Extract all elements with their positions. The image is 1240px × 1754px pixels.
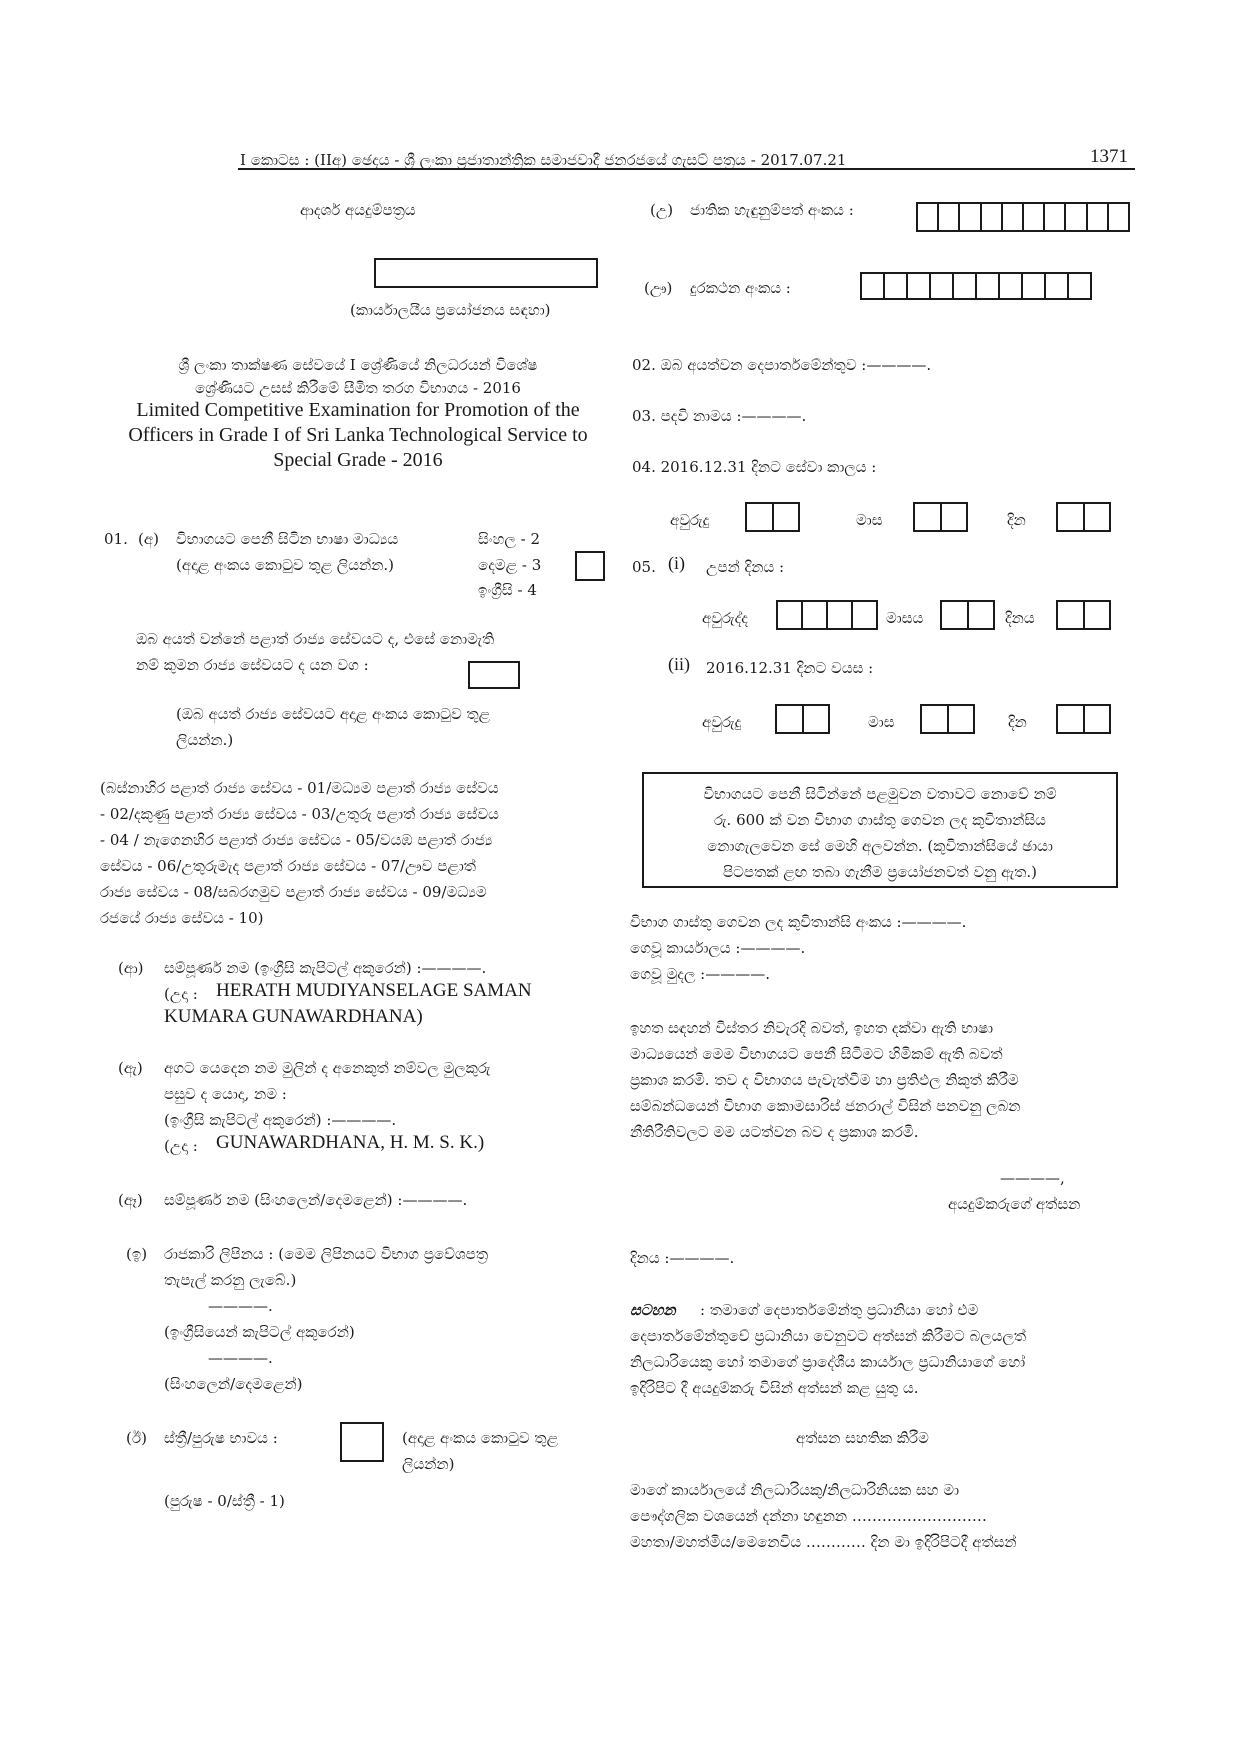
service-question-line-2: නම් කුමන රාජ්‍ය සේවයට ද යන වග :: [136, 656, 369, 674]
qb-marker: (ආ): [118, 959, 144, 977]
qd-marker: (ඈ): [118, 1191, 143, 1209]
signature-line: ————,: [1000, 1169, 1065, 1187]
age-days-cells[interactable]: [1056, 704, 1111, 734]
q05-ii-text: 2016.12.31 දිනට වයස :: [706, 659, 874, 677]
service-list-line-1: (බස්නාහිර පළාත් රාජ්‍ය සේවය - 01/මධ්‍යම පළාත් රාජ්‍ය සේවය: [100, 779, 499, 797]
qe-marker: (ඉ): [126, 1245, 148, 1263]
qc-example: GUNAWARDHANA, H. M. S. K.): [216, 1132, 485, 1153]
qc-text-line-1: අගට යෙදෙන නම මුලින් ද අනෙකුත් නම්වල මුලකුරු: [164, 1059, 491, 1077]
qc-text-line-3: (ඉංග්‍රීසි කැපිටල් අකුරෙන්) :————.: [164, 1111, 397, 1129]
lang-english: ඉංග්‍රීසි - 4: [478, 581, 537, 599]
age-months-label: මාස: [868, 713, 895, 731]
qe-blank-1: ————.: [208, 1297, 273, 1315]
service-years-cells[interactable]: [745, 502, 800, 532]
phone-number-cells[interactable]: [860, 272, 1092, 300]
note-line-1: : තමාගේ දෙපාර්තමේන්තු ප්‍රධානියා හෝ එම: [700, 1301, 979, 1319]
service-list-line-3: - 04 / නැගෙනහිර පළාත් රාජ්‍ය සේවය - 05/වයඹ පළාත් රාජ්‍ය: [100, 831, 493, 849]
lang-sinhala: සිංහල - 2: [478, 530, 540, 548]
birth-day-label: දිනය: [1005, 609, 1035, 627]
birth-year-label: අවුරුද්ද: [702, 609, 748, 627]
qd-text: සම්පූර්ණ නම (සිංහලෙන්/දෙමළෙන්) :————.: [164, 1191, 468, 1209]
birth-year-cells[interactable]: [776, 600, 878, 630]
service-months-label: මාස: [856, 511, 883, 529]
q05-i-text: උපන් දිනය :: [706, 558, 784, 576]
note-line-3: නිලධාරියෙකු හෝ තමාගේ ප්‍රාදේශීය කාර්යාල ප්‍රධානියාගේ හෝ: [630, 1353, 1026, 1371]
service-note-line-2: ලියන්න.): [176, 731, 234, 749]
declaration-line-4: සම්බන්ධයෙන් විභාග කොමසාරිස් ජනරාල් විසින් පනවනු ලබන: [630, 1097, 1021, 1115]
service-question-line-1: ඔබ අයත් වන්නේ පළාත් රාජ්‍ය සේවයට ද, එසේ නොමැති: [136, 630, 495, 648]
title-english-line-2: Officers in Grade I of Sri Lanka Technological Service to: [128, 424, 588, 446]
q05-i-marker: (i): [668, 553, 685, 573]
office-use-box: [374, 258, 598, 288]
birth-day-cells[interactable]: [1056, 600, 1111, 630]
q05-number: 05.: [632, 558, 656, 576]
qc-text-line-2: පසුව ද යොදා, නම :: [164, 1085, 287, 1103]
language-code-box[interactable]: [575, 551, 605, 581]
declaration-line-3: ප්‍රකාශ කරමි. තව ද විභාගය පැවැත්වීම හා ප්‍රතිඵල නිකුත් කිරීම: [630, 1071, 1019, 1089]
birth-month-cells[interactable]: [940, 600, 995, 630]
qc-marker: (ඇ): [118, 1059, 143, 1077]
qf-note-line-1: (අදාළ අංකය කොටුව තුළ: [402, 1429, 559, 1447]
title-english-line-1: Limited Competitive Examination for Promotion of the: [136, 399, 580, 421]
service-days-label: දින: [1007, 511, 1026, 529]
qe-english-label: (ඉංග්‍රීසියෙන් කැපිටල් අකුරෙන්): [164, 1323, 355, 1341]
q02-department: 02. ඔබ අයත්වන දෙපාර්තමේන්තුව :————.: [632, 356, 932, 374]
notice-line-4: පිටපතක් ළඟ තබා ගැනීම ප්‍රයෝජනවත් වනු ඇත.): [722, 863, 1037, 881]
age-years-cells[interactable]: [775, 704, 830, 734]
service-list-line-2: - 02/දකුණු පළාත් රාජ්‍ය සේවය - 03/උතුරු පළාත් රාජ්‍ය සේවය: [100, 805, 499, 823]
qe-text-line-2: තැපැල් කරනු ලැබේ.): [164, 1271, 297, 1289]
service-list-line-5: රාජ්‍ය සේවය - 08/සබරගමුව පළාත් රාජ්‍ය සේවය - 09/මධ්‍යම: [100, 883, 487, 901]
qe-sinhala-label: (සිංහලෙන්/දෙමළෙන්): [164, 1375, 303, 1393]
notice-line-3: නොගැලවෙන සේ මෙහි අලවන්න. (කුවිතාන්සියේ ඡායා: [707, 837, 1053, 855]
title-sinhala-line-1: ශ්‍රී ලංකා තාක්ෂණ සේවයේ I ශ්‍රේණියේ නිලධරයන් විශේෂ: [178, 356, 538, 374]
form-heading: ආදර්ශ අයදුම්පත්‍රය: [300, 201, 416, 219]
qf-codes: (පුරුෂ - 0/ස්ත්‍රී - 1): [164, 1492, 285, 1510]
qb-example-line-1: HERATH MUDIYANSELAGE SAMAN: [216, 980, 532, 1001]
age-months-cells[interactable]: [920, 704, 975, 734]
gender-code-box[interactable]: [340, 1422, 384, 1462]
title-sinhala-line-2: ශ්‍රේණියට උසස් කිරීමේ සීමිත තරග විභාගය - 2016: [195, 379, 521, 397]
qg-text: ජාතික හැඳුනුම්පත් අංකය :: [690, 201, 854, 219]
age-days-label: දින: [1008, 713, 1027, 731]
qh-marker: (ඌ): [644, 279, 673, 297]
q03-designation: 03. පදවි නාමය :————.: [632, 407, 807, 425]
q01a-text: විභාගයට පෙනී සිටින භාෂා මාධ්‍යය: [176, 530, 399, 548]
note-line-2: දෙපාර්තමේන්තුවේ ප්‍රධානියා වෙනුවට අත්සන් කිරීමට බලයලත්: [630, 1327, 1027, 1345]
receipt-number: විභාග ගාස්තු ගෙවන ලද කුවිතාන්සි අංකය :————.: [630, 913, 967, 931]
qf-text: ස්ත්‍රී/පුරුෂ භාවය :: [164, 1429, 278, 1447]
q05-ii-marker: (ii): [668, 654, 690, 674]
note-line-4: ඉදිරිපිට දී අයදුම්කරු විසින් අත්සන් කළ යුතු ය.: [630, 1379, 919, 1397]
qf-marker: (ඊ): [126, 1429, 147, 1447]
note-label: සටහන: [630, 1301, 676, 1319]
office-use-label: (කාර්යාලයීය ප්‍රයෝජනය සඳහා): [350, 301, 551, 319]
declaration-line-5: නීතිරීතිවලට මම යටත්වන බව ද ප්‍රකාශ කරමි.: [630, 1123, 919, 1141]
q01-number: 01.: [104, 530, 128, 548]
applicant-signature-label: අයදුම්කරුගේ අත්සන: [948, 1195, 1081, 1213]
attestation-line-2: පෞද්ගලික වශයෙන් දන්නා හඳුනන ………………………: [630, 1507, 987, 1525]
attestation-title: අත්සන සහතික කිරීම: [796, 1429, 929, 1447]
birth-month-label: මාසය: [886, 609, 924, 627]
age-years-label: අවුරුදු: [702, 713, 742, 731]
paid-office: ගෙවූ කාර්යාලය :————.: [630, 939, 806, 957]
lang-tamil: දෙමළ - 3: [478, 556, 542, 574]
header-rule: [238, 168, 1135, 170]
service-months-cells[interactable]: [913, 502, 968, 532]
receipt-notice-box: [642, 772, 1118, 888]
qb-example-prefix: (උදා :: [164, 985, 198, 1003]
page-number: 1371: [1090, 146, 1128, 167]
notice-line-1: විභාගයට පෙනී සිටින්නේ පළමුවන වතාවට නොවේ නම්: [703, 785, 1057, 803]
gazette-header: I කොටස : (IIඅ) ඡෙදය - ශ්‍රී ලංකා ප්‍රජාතාන්ත්‍රික සමාජවාදී ජනරජයේ ගැසට් පත්‍රය - 2017.07.21: [240, 151, 847, 169]
qf-note-line-2: ලියන්න): [402, 1455, 455, 1473]
qe-text-line-1: රාජකාරි ලිපිනය : (මෙම ලිපිනයට විභාග ප්‍රවේශපත්‍ර: [164, 1245, 489, 1263]
qh-text: දුරකථන අංකය :: [690, 279, 791, 297]
notice-line-2: රු. 600 ක් වන විභාග ගාස්තු ගෙවන ලද කුවිතාන්සිය: [714, 811, 1046, 829]
date-line: දිනය :————.: [630, 1249, 735, 1267]
service-code-box[interactable]: [468, 661, 520, 689]
qg-marker: (උ): [650, 201, 674, 219]
service-days-cells[interactable]: [1056, 502, 1111, 532]
qc-example-prefix: (උදා :: [164, 1137, 198, 1155]
service-list-line-6: රජයේ රාජ්‍ය සේවය - 10): [100, 909, 264, 927]
nic-number-cells[interactable]: [916, 202, 1130, 232]
attestation-line-3: මහතා/මහත්මිය/මෙනෙවිය ………… දින මා ඉදිරිපිටදී අත්සන්: [630, 1533, 1017, 1551]
q04-service-period: 04. 2016.12.31 දිනට සේවා කාලය :: [632, 458, 877, 476]
qb-text: සම්පූර්ණ නම (ඉංග්‍රීසි කැපිටල් අකුරෙන්) :————.: [164, 959, 487, 977]
declaration-line-1: ඉහත සඳහන් විස්තර නිවැරදි බවත්, ඉහත දක්වා ඇති භාෂා: [630, 1019, 994, 1037]
qe-blank-2: ————.: [208, 1349, 273, 1367]
attestation-line-1: මාගේ කාර්යාලයේ නිලධාරියකු/නිලධාරිනියක සහ මා: [630, 1481, 960, 1499]
title-english-line-3: Special Grade - 2016: [273, 449, 443, 471]
declaration-line-2: මාධ්‍යයෙන් මෙම විභාගයට පෙනී සිටීමට හිමිකම් ඇති බවත්: [630, 1045, 1003, 1063]
service-note-line-1: (ඔබ අයත් රාජ්‍ය සේවයට අදාළ අංකය කොටුව තුළ: [176, 705, 491, 723]
paid-amount: ගෙවූ මුදල :————.: [630, 965, 770, 983]
service-list-line-4: සේවය - 06/උතුරුමැද පළාත් රාජ්‍ය සේවය - 07/ඌව පළාත්: [100, 857, 476, 875]
q01a-note: (අදාළ අංකය කොටුව තුළ ලියන්න.): [176, 556, 395, 574]
q01a-marker: (අ): [138, 530, 159, 548]
service-years-label: අවුරුදු: [670, 511, 710, 529]
qb-example-line-2: KUMARA GUNAWARDHANA): [164, 1006, 423, 1027]
